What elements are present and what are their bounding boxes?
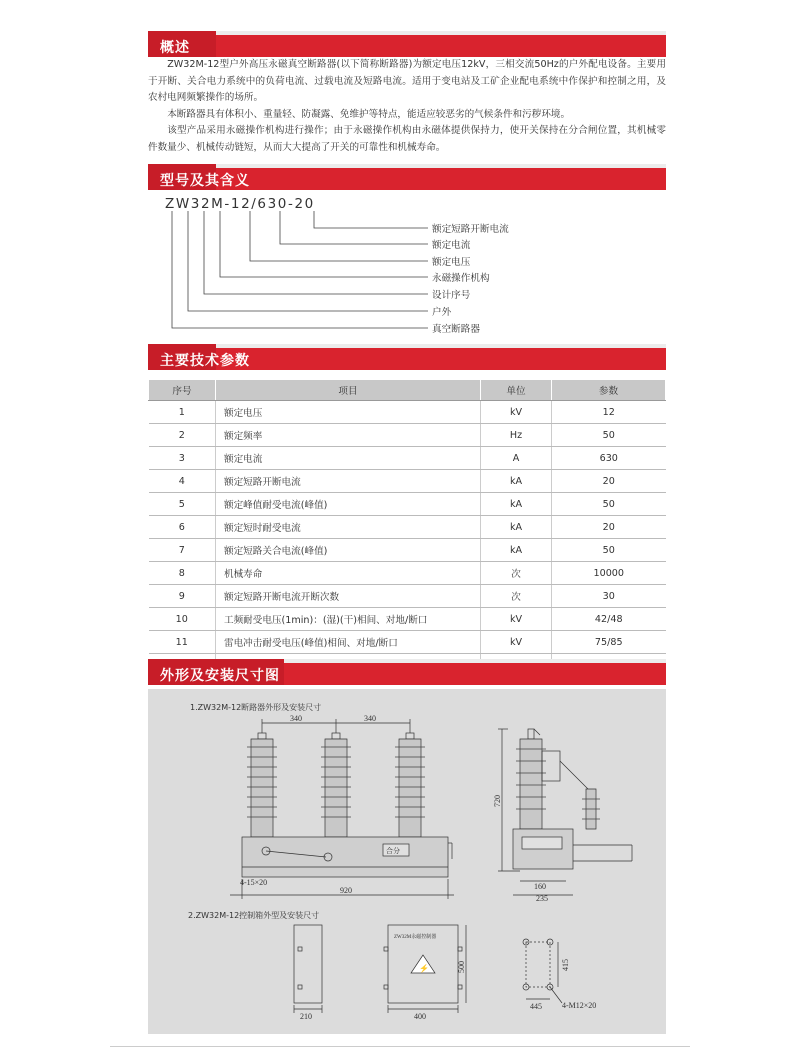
dim-340-right: 340 [364,714,376,723]
overview-para-3: 该型产品采用永磁操作机构进行操作；由于永磁操作机构由永磁体提供保持力，使开关保持在分合闸位置，其机械零件数量少、机械传动链短，从而大大提高了开关的可靠性和机械寿命。 [148,125,666,153]
cell-index: 5 [149,493,216,516]
dim-235: 235 [536,894,548,903]
cell-index: 1 [149,401,216,424]
dim-210: 210 [300,1012,312,1021]
cell-unit: kA [481,470,552,493]
cell-item: 额定峰值耐受电流(峰值) [216,493,481,516]
warning-icon: ⚡ [419,964,429,973]
cell-unit: kV [481,401,552,424]
cell-item: 工频耐受电压(1min)：(湿)(干)相间、对地/断口 [216,608,481,631]
dim-415: 415 [561,959,570,971]
cell-item: 额定短路开断电流 [216,470,481,493]
cell-unit: kA [481,493,552,516]
cell-item: 机械寿命 [216,562,481,585]
section-title-model: 型号及其含义 [160,173,250,189]
cell-item: 雷电冲击耐受电压(峰值)相间、对地/断口 [216,631,481,654]
cell-value: 630 [552,447,666,470]
table-row [149,493,666,516]
th-unit: 单位 [481,380,552,401]
cell-value: 30 [552,585,666,608]
cell-unit: kV [481,608,552,631]
table-row [149,562,666,585]
insulator-pole-1 [247,733,277,837]
cell-value: 75/85 [552,631,666,654]
dim-400: 400 [414,1012,426,1021]
table-row [149,585,666,608]
cell-unit: kA [481,516,552,539]
control-box-front [384,925,466,1021]
cell-value: 10000 [552,562,666,585]
dim-340-left: 340 [290,714,302,723]
cell-value: 20 [552,516,666,539]
table-row [149,447,666,470]
section-title-dims: 外形及安装尺寸图 [160,668,280,684]
cell-item: 额定电流 [216,447,481,470]
footer-rule [110,1046,690,1047]
cell-unit: kA [481,539,552,562]
cell-item: 额定频率 [216,424,481,447]
cell-unit: kV [481,631,552,654]
model-label-7: 真空断路器 [432,324,480,335]
dim-920: 920 [340,886,352,895]
spec-table [148,379,666,677]
section-bar-dims [148,659,666,685]
insulator-pole-2 [321,733,351,837]
table-body [149,401,666,677]
dim-445: 445 [530,1002,542,1011]
model-breakdown-lines [0,0,800,340]
mounting-hole-pattern [523,939,596,1011]
cell-value: 42/48 [552,608,666,631]
control-box-label: ZW32M永磁控制器 [394,935,437,940]
model-label-1: 额定短路开断电流 [432,224,509,235]
cell-item: 额定短时耐受电流 [216,516,481,539]
cell-item: 额定电压 [216,401,481,424]
caption-control-box: 2.ZW32M-12控制箱外型及安装尺寸 [188,911,320,920]
table-row [149,424,666,447]
table-row [149,470,666,493]
model-label-2: 额定电流 [432,240,471,251]
cell-value: 12 [552,401,666,424]
overview-para-2: 本断路器具有体积小、重量轻、防凝露、免维护等特点，能适应较恶劣的气候条件和污秽环境。 [167,108,571,120]
cell-item: 额定短路关合电流(峰值) [216,539,481,562]
table-header-row [149,380,666,401]
control-box-side [294,925,322,1021]
overview-para-1: ZW32M-12型户外高压永磁真空断路器(以下简称断路器)为额定电压12kV，三相交流50Hz的户外配电设备。主要用于开断、关合电力系统中的负荷电流、过载电流及短路电流。适用于变电站及工矿企业配电系统中作保护和控制之用，及农村电网频繁操作的场所。 [148,59,666,103]
cell-index: 6 [149,516,216,539]
cell-item: 额定短路开断电流开断次数 [216,585,481,608]
section-title-overview: 概述 [160,40,190,56]
cell-index: 2 [149,424,216,447]
section-bar-params [148,344,666,370]
cell-unit: A [481,447,552,470]
dim-mount-holes: 4-15×20 [240,878,268,887]
dim-m12: 4-M12×20 [562,1001,597,1010]
cell-value: 50 [552,424,666,447]
section-title-params: 主要技术参数 [160,353,250,369]
cell-index: 8 [149,562,216,585]
table-row [149,401,666,424]
table-row [149,608,666,631]
model-label-4: 永磁操作机构 [432,273,490,284]
cell-index: 9 [149,585,216,608]
cell-value: 50 [552,539,666,562]
label-close-open: 合分 [386,847,400,855]
cell-index: 10 [149,608,216,631]
table-row [149,631,666,654]
table-row [149,516,666,539]
cell-unit: Hz [481,424,552,447]
breaker-tank [242,837,452,877]
caption-breaker: 1.ZW32M-12断路器外形及安装尺寸 [190,703,322,712]
cell-unit: 次 [481,562,552,585]
cell-unit: 次 [481,585,552,608]
cell-index: 7 [149,539,216,562]
dim-720: 720 [493,795,502,807]
side-view [493,729,632,903]
cell-index: 3 [149,447,216,470]
dim-160: 160 [534,882,546,891]
model-label-5: 设计序号 [432,290,471,301]
th-index: 序号 [149,380,216,401]
model-label-3: 额定电压 [432,257,471,268]
th-value: 参数 [552,380,666,401]
cell-index: 11 [149,631,216,654]
cell-value: 20 [552,470,666,493]
cell-index: 4 [149,470,216,493]
dimension-drawing-panel [148,689,666,1034]
model-label-6: 户外 [432,307,452,318]
th-item: 项目 [216,380,481,401]
dim-500: 500 [457,961,466,973]
insulator-pole-3 [395,733,425,837]
cell-value: 50 [552,493,666,516]
model-code: ZW32M-12/630-20 [165,196,315,212]
table-row [149,539,666,562]
dimension-drawing [148,689,666,1034]
